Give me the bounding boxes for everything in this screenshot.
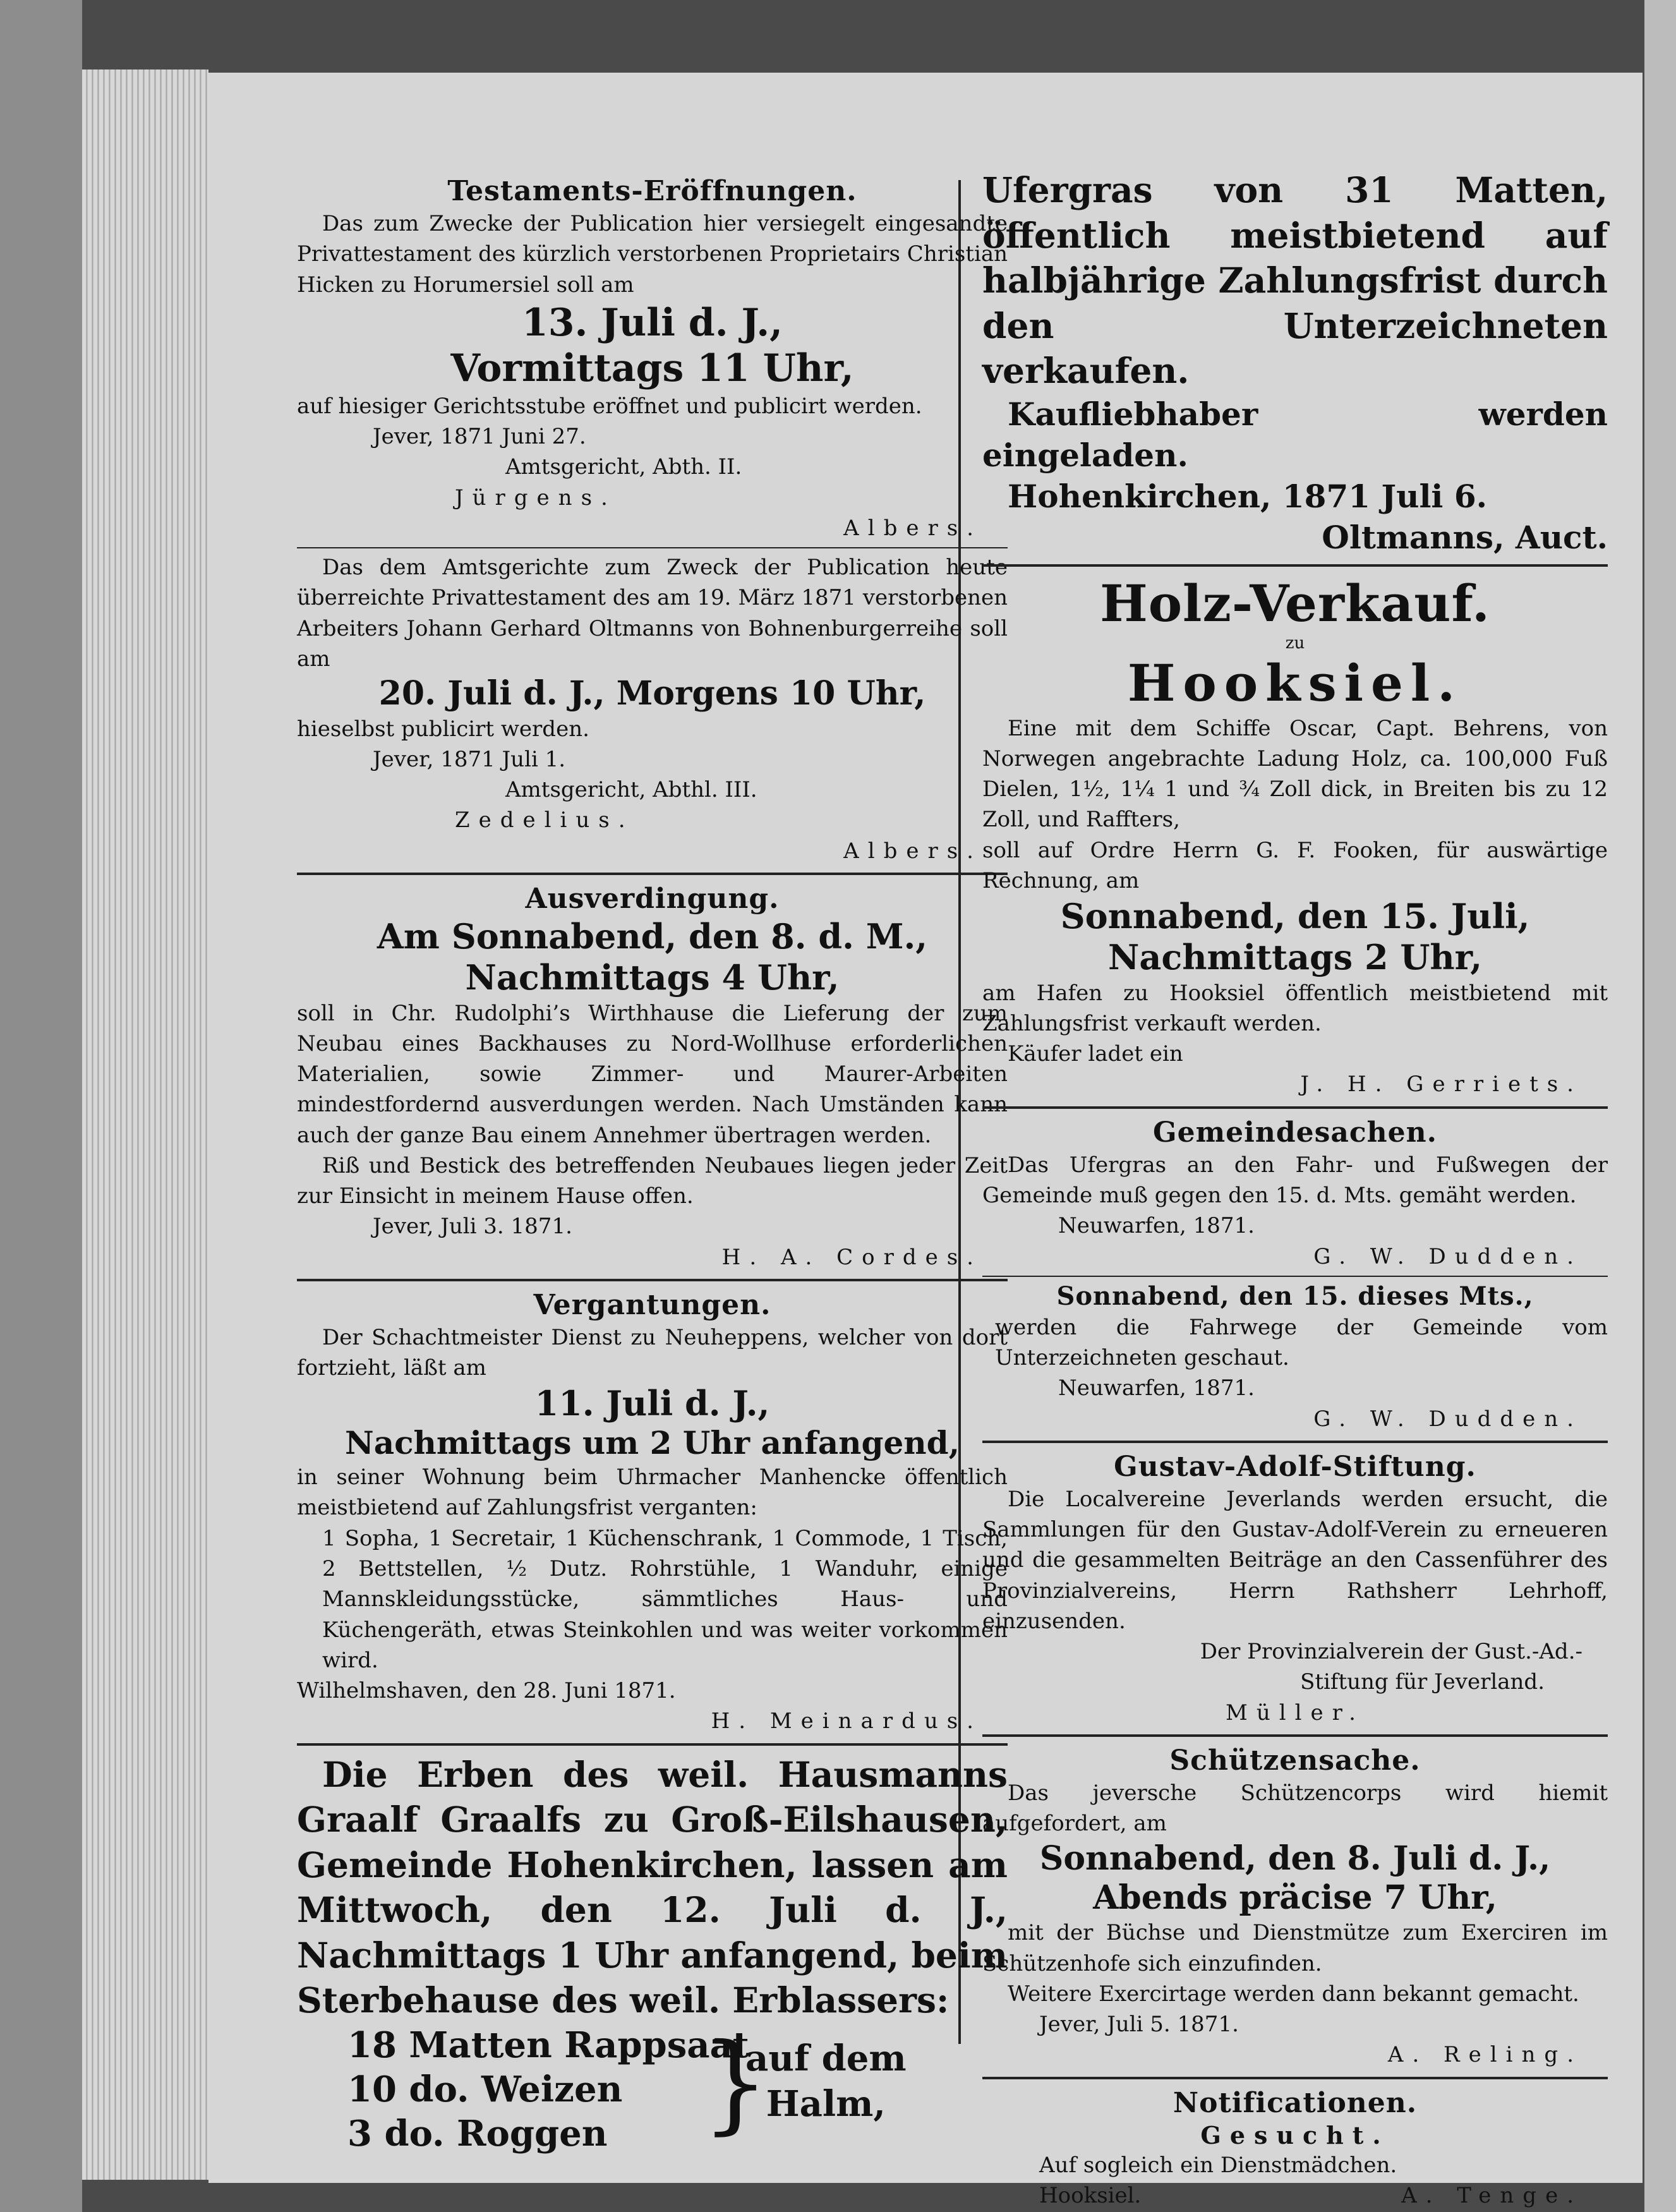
schuetzen-text-2: mit der Büchse und Dienstmütze zum Exerciren im Schützenhofe sich einzufinden. xyxy=(982,1920,1608,1976)
book-background xyxy=(0,0,82,2212)
erben-side-1: auf dem xyxy=(745,2037,907,2079)
erben-row: 3 do. Roggen xyxy=(347,2112,608,2155)
gemeinde-date-2: Sonnabend, den 15. dieses Mts., xyxy=(1056,1281,1534,1311)
page-edges xyxy=(82,70,208,2180)
testament-text-1: Das zum Zwecke der Publication hier versiegelt eingesandte Privattestament des kürzlich verstorbenen Proprietairs Christian Hicken zu Horumersiel soll am xyxy=(297,211,1008,298)
holz-date: Sonnabend, den 15. Juli, xyxy=(1060,896,1530,937)
testament-text-2: Das dem Amtsgerichte zum Zweck der Publication heute überreichte Privattestament des am 19. März 1871 verstorbenen Arbeiters Johann Gerhard Oltmanns von Bohnenburgerreihe soll am xyxy=(297,555,1008,672)
holz-signer: J. H. Gerriets. xyxy=(1300,1072,1583,1097)
schuetzen-place: Jever, Juli 5. 1871. xyxy=(1039,2012,1239,2038)
notif-text: Auf sogleich ein Dienstmädchen. xyxy=(1039,2153,1397,2179)
ausverdingung-date: Am Sonnabend, den 8. d. M., xyxy=(377,916,928,957)
ufergras-place: Hohenkirchen, 1871 Juli 6. xyxy=(1008,477,1488,515)
vergantungen-time: Nachmittags um 2 Uhr anfangend, xyxy=(345,1424,960,1462)
schuetzen-section xyxy=(982,1743,1608,2070)
holz-text-2: soll auf Ordre Herrn G. F. Fooken, für auswärtige Rechnung, am xyxy=(982,837,1608,893)
testament-clerk-1: Albers. xyxy=(843,515,982,541)
ausverdingung-heading: Ausverdingung. xyxy=(525,882,780,915)
holz-heading: Holz-Verkauf. xyxy=(1100,573,1490,633)
divider xyxy=(982,564,1608,567)
vergantungen-place: Wilhelmshaven, den 28. Juni 1871. xyxy=(297,1678,676,1704)
testament-court-1: Amtsgericht, Abth. II. xyxy=(505,454,742,480)
right-column xyxy=(982,167,1608,2209)
testament-heading: Testaments-Eröffnungen. xyxy=(447,175,857,207)
ufergras-signer: Oltmanns, Auct. xyxy=(1322,518,1608,556)
gemeinde-signer-2: G. W. Dudden. xyxy=(1313,1406,1583,1432)
gustav-sig-1: Der Provinzialverein der Gust.-Ad.- xyxy=(1200,1639,1583,1665)
erben-row: 10 do. Weizen xyxy=(347,2068,623,2110)
holz-text-3: am Hafen zu Hooksiel öffentlich meistbietend mit Zahlungsfrist verkauft werden. xyxy=(982,980,1608,1036)
testament-place-2: Jever, 1871 Juli 1. xyxy=(373,746,566,772)
ufergras-invite: Kaufliebhaber werden eingeladen. xyxy=(982,395,1608,474)
gustav-text: Die Localvereine Jeverlands werden ersucht, die Sammlungen für den Gustav-Adolf-Verein zu erneueren und die gesammelten Beiträge an den Cassenführer des Provinzialvereins, Herrn Rathsherr Lehrhoff, einzusenden. xyxy=(982,1486,1608,1634)
erben-row: 18 Matten Rappsaat xyxy=(347,2024,749,2066)
divider xyxy=(297,547,1008,548)
vergantungen-text: Der Schachtmeister Dienst zu Neuheppens, welcher von dort fortzieht, läßt am xyxy=(297,1324,1008,1381)
gemeinde-heading: Gemeindesachen. xyxy=(1153,1116,1437,1149)
next-page-edge xyxy=(1644,0,1676,2212)
gustav-heading: Gustav-Adolf-Stiftung. xyxy=(1114,1450,1476,1483)
ufergras-text: Ufergras von 31 Matten, öffentlich meistbietend auf halbjährige Zahlungsfrist durch den Unterzeichneten verkaufen. xyxy=(982,169,1608,391)
gustav-section xyxy=(982,1449,1608,1728)
holz-text: Eine mit dem Schiffe Oscar, Capt. Behrens, von Norwegen angebrachte Ladung Holz, ca. 100,000 Fuß Dielen, 1½, 1¼ 1 und ¾ Zoll dick, in Breiten bis zu 12 Zoll, und Raffters, xyxy=(982,715,1608,833)
testament-judge-2: Zedelius. xyxy=(455,807,634,833)
testament-court-2: Amtsgericht, Abthl. III. xyxy=(505,777,757,803)
newspaper-page xyxy=(208,73,1643,2209)
gemeinde-section xyxy=(982,1115,1608,1434)
holz-time: Nachmittags 2 Uhr, xyxy=(1107,936,1483,977)
ausverdingung-text: soll in Chr. Rudolphi’s Wirthhause die Lieferung der zum Neubau eines Backhauses zu Nord-Wollhuse erforderlichen Materialien, sowie Zimmer- und Maurer-Arbeiten mindestfordernd ausverdungen werden. Nach Umständen kann auch der ganze Bau einem Annehmer übertragen werden. xyxy=(297,1000,1008,1148)
testament-section xyxy=(297,174,1008,866)
gemeinde-text: Das Ufergras an den Fahr- und Fußwegen der Gemeinde muß gegen den 15. d. Mts. gemäht werden. xyxy=(982,1152,1608,1209)
notif-signer: A. Tenge. xyxy=(1401,2183,1583,2209)
vergantungen-signer: H. Meinardus. xyxy=(711,1708,982,1734)
erben-text: Die Erben des weil. Hausmanns Graalf Graalfs zu Groß-Eilshausen, Gemeinde Hohenkirchen, lassen am Mittwoch, den 12. Juli d. J., Nachmittags 1 Uhr anfangend, beim Sterbehause des weil. Erblassers: xyxy=(297,1753,1008,2021)
divider xyxy=(297,873,1008,875)
divider xyxy=(982,1441,1608,1443)
holz-section xyxy=(982,573,1608,1100)
ausverdingung-section xyxy=(297,881,1008,1272)
ausverdingung-time: Nachmittags 4 Uhr, xyxy=(465,957,840,998)
holz-place: Hooksiel. xyxy=(1127,653,1463,713)
erben-section xyxy=(297,1752,1008,2155)
divider xyxy=(982,2077,1608,2079)
testament-clerk-2: Albers. xyxy=(843,838,982,864)
divider xyxy=(297,1279,1008,1281)
gemeinde-place-2: Neuwarfen, 1871. xyxy=(1058,1375,1255,1401)
vergantungen-section xyxy=(297,1288,1008,1737)
divider xyxy=(982,1276,1608,1277)
schuetzen-text: Das jeversche Schützencorps wird hiemit aufgefordert, am xyxy=(982,1780,1608,1837)
notif-sub: Gesucht. xyxy=(1200,2120,1390,2149)
notif-place: Hooksiel. xyxy=(1039,2183,1142,2209)
testament-time-1: Vormittags 11 Uhr, xyxy=(450,346,854,390)
vergantungen-heading: Vergantungen. xyxy=(533,1288,771,1321)
schuetzen-signer: A. Reling. xyxy=(1387,2042,1583,2068)
ausverdingung-place: Jever, Juli 3. 1871. xyxy=(373,1214,572,1240)
testament-judge-1: Jürgens. xyxy=(455,485,617,511)
schuetzen-text-3: Weitere Exercirtage werden dann bekannt gemacht. xyxy=(1008,1981,1579,2007)
left-column xyxy=(297,174,1008,2155)
gustav-sig-2: Stiftung für Jeverland. xyxy=(1300,1669,1545,1695)
divider xyxy=(982,1734,1608,1737)
vergantungen-date: 11. Juli d. J., xyxy=(534,1383,770,1424)
holz-zu: zu xyxy=(1285,633,1305,653)
gemeinde-place: Neuwarfen, 1871. xyxy=(1058,1213,1255,1239)
vergantungen-items: 1 Sopha, 1 Secretair, 1 Küchenschrank, 1 Commode, 1 Tisch, 2 Bettstellen, ½ Dutz. Rohrstühle, 1 Wanduhr, einige Mannskleidungsstücke, sämmtliches Haus- und Küchengeräth, etwas Steinkohlen und was weiter vorkommen wird. xyxy=(322,1525,1008,1673)
schuetzen-heading: Schützensache. xyxy=(1169,1744,1421,1777)
holz-invite: Käufer ladet ein xyxy=(1008,1041,1183,1067)
divider xyxy=(297,1743,1008,1746)
erben-side-2: Halm, xyxy=(766,2083,886,2125)
testament-date-2: 20. Juli d. J., Morgens 10 Uhr, xyxy=(378,674,926,713)
ufergras-section xyxy=(982,167,1608,558)
ausverdingung-signer: H. A. Cordes. xyxy=(721,1244,982,1270)
schuetzen-date: Sonnabend, den 8. Juli d. J., xyxy=(1039,1839,1551,1878)
gemeinde-signer: G. W. Dudden. xyxy=(1313,1243,1583,1269)
notif-heading: Notificationen. xyxy=(1173,2086,1418,2119)
brace-symbol: } xyxy=(701,2020,770,2146)
testament-rest-2: hieselbst publicirt werden. xyxy=(297,716,589,742)
notif-section xyxy=(982,2086,1608,2211)
gustav-sig-3: Müller. xyxy=(1226,1700,1365,1725)
testament-place-1: Jever, 1871 Juni 27. xyxy=(373,424,586,450)
testament-rest-1: auf hiesiger Gerichtsstube eröffnet und publicirt werden. xyxy=(297,393,922,419)
schuetzen-time: Abends präcise 7 Uhr, xyxy=(1093,1878,1497,1917)
erben-table xyxy=(297,2020,1008,2155)
divider xyxy=(982,1106,1608,1109)
vergantungen-text-2: in seiner Wohnung beim Uhrmacher Manhencke öffentlich meistbietend auf Zahlungsfrist verganten: xyxy=(297,1465,1008,1521)
gemeinde-text-2: werden die Fahrwege der Gemeinde vom Unterzeichneten geschaut. xyxy=(995,1314,1608,1371)
testament-date-1: 13. Juli d. J., xyxy=(522,300,783,345)
ausverdingung-text-2: Riß und Bestick des betreffenden Neubaues liegen jeder Zeit zur Einsicht in meinem Hause offen. xyxy=(297,1152,1008,1209)
